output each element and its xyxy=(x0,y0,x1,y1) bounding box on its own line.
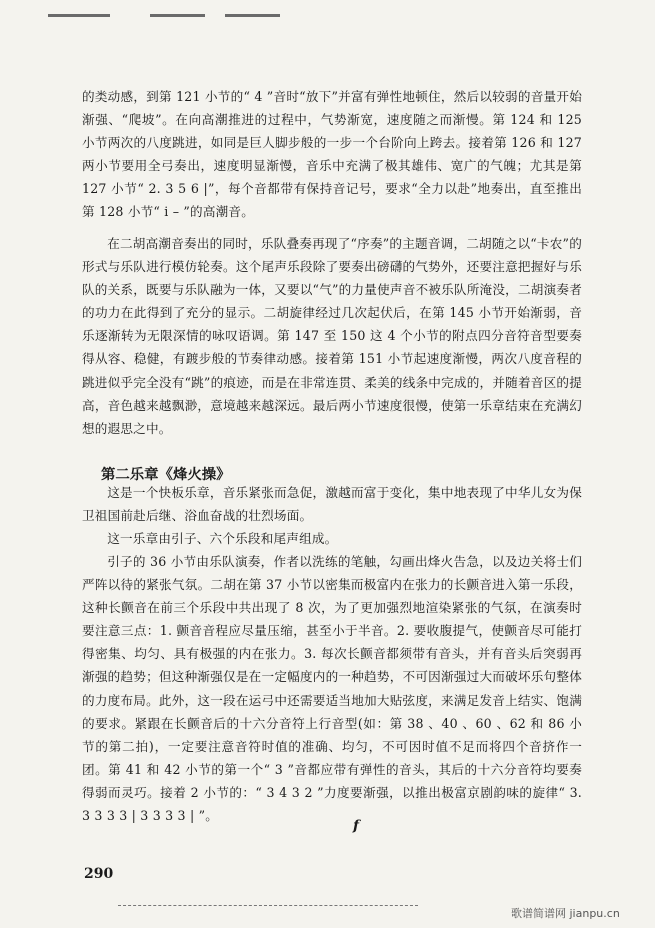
dynamic-mark: f xyxy=(353,818,360,834)
paragraph-2: 在二胡高潮音奏出的同时，乐队叠奏再现了“序奏”的主题音调，二胡随之以“卡农”的形式与乐队进行模仿轮奏。这个尾声乐段除了要奏出磅礴的气势外，还要注意把握好与乐队的关系，既要与乐队融为一体，又要以“气”的力量使声音不被乐队所淹没，二胡演奏者的功力在此得到了充分的显示。二胡旋律经过几次起伏后，在第 145 小节开始渐弱，音乐逐渐转为无限深情的咏叹语调。第 147 至 150 这 4 个小节的附点四分音符音型要奏得从容、稳健，有踱步般的节奏律动感。接着第 151 小节起速度渐慢，两次八度音程的跳进似乎完全没有“跳”的痕迹，而是在非常连贯、柔美的线条中完成的，并随着音区的提高，音色越来越飘渺，意境越来越深远。最后两小节速度很慢，使第一乐章结束在充满幻想的遐思之中。 xyxy=(82,236,582,436)
top-rule-1 xyxy=(48,14,110,17)
page-number: 290 xyxy=(84,866,114,882)
paragraph-3: 这是一个快板乐章，音乐紧张而急促，激越而富于变化，集中地表现了中华儿女为保卫祖国前赴后继、浴血奋战的壮烈场面。 xyxy=(82,485,582,524)
paragraph-4: 这一乐章由引子、六个乐段和尾声组成。 xyxy=(107,531,338,546)
paragraph-5: 引子的 36 小节由乐队演奏，作者以洗练的笔触，勾画出烽火告急，以及边关将士们严阵以待的紧张气氛。二胡在第 37 小节以密集而极富内在张力的长颤音进入第一乐段，这种长颤音在前三个乐段中共出现了 8 次，为了更加强烈地渲染紧张的气氛，在演奏时要注意三点：1. 颤音音程应尽量压缩，甚至小于半音。2. 要收腹提气，使颤音尽可能打得密集、均匀、具有极强的内在张力。3. 每次长颤音都须带有音头，并有音头后突弱再渐强的趋势；但这种渐强仅是在一定幅度内的一种趋势，不可因渐强过大而破坏乐句整体的力度布局。此外，这一段在运弓中还需要适当地加大贴弦度，来满足发音上结实、饱满的要求。紧跟在长颤音后的十六分音符上行音型(如：第 38 、40 、60 、62 和 86 小节的第二拍)，一定要注意音符时值的准确、均匀，不可因时值不足而将四个音挤作一团。第 41 和 42 小节的第一个“ 3 ”音都应带有弹性的音头，其后的十六分音符均要奏得弱而灵巧。接着 2 小节的：“ 3 4 3 2 ”力度要渐强，以推出极富京剧韵味的旋律“ 3. 3 3 3 3 | 3 3 3 3 | ”。 xyxy=(82,554,582,824)
paragraph-1: 的类动感，到第 121 小节的“ 4 ”音时“放下”并富有弹性地顿住，然后以较弱的音量开始渐强、“爬坡”。在向高潮推进的过程中，气势渐宽，速度随之而渐慢。第 124 和 125 小节两次的八度跳进，如同是巨人脚步般的一步一个台阶向上跨去。接着第 126 和 127 两小节要用全弓奏出，速度明显渐慢，音乐中充满了极其雄伟、宽广的气魄；尤其是第 127 小节“ 2. 3 5 6 |”，每个音都带有保持音记号，要求“全力以赴”地奏出，直至推出第 128 小节“ i – ”的高潮音。 xyxy=(82,89,582,220)
top-rule-2 xyxy=(150,14,205,17)
top-rule-3 xyxy=(225,14,280,17)
footer-line xyxy=(118,905,418,906)
section-heading: 第二乐章《烽火操》 xyxy=(101,467,231,483)
watermark: 歌谱简谱网 jianpu.cn xyxy=(511,907,620,920)
